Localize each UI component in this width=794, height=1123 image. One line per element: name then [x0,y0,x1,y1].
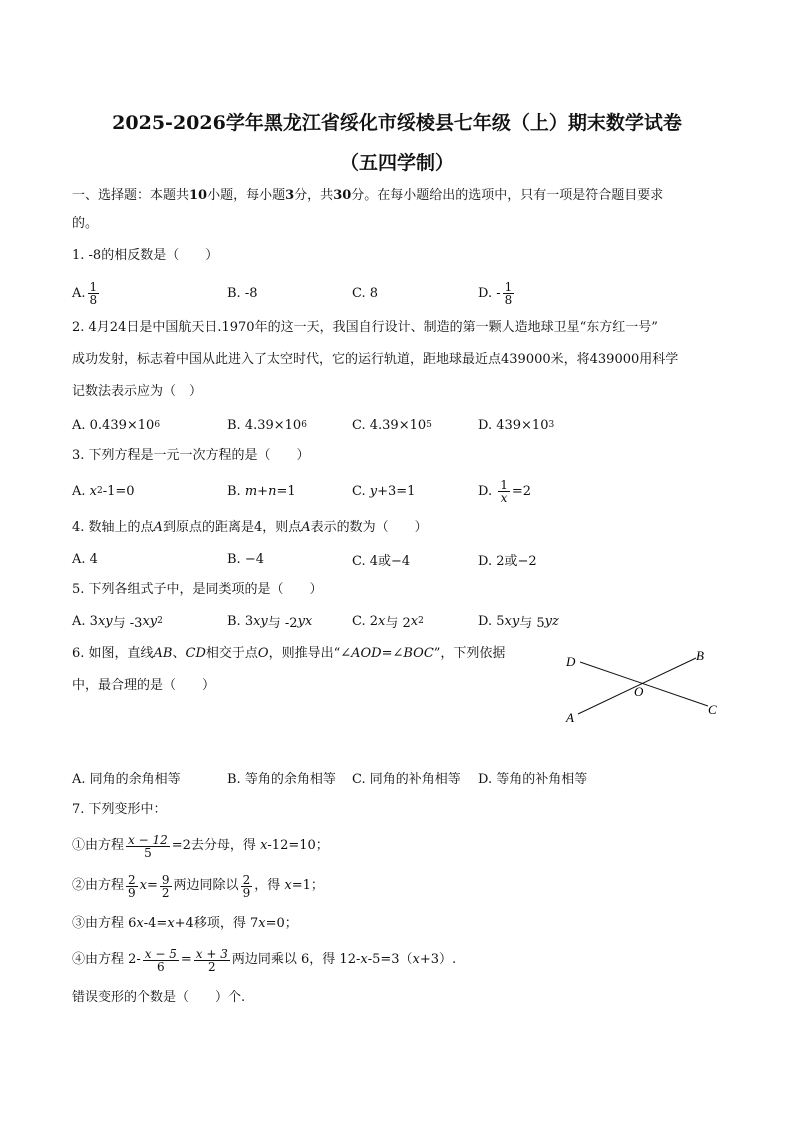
q3-option-c[interactable]: C. y +3=1 [352,483,416,499]
q7-question: 错误变形的个数是（ ）个. [72,990,246,1005]
fraction: $\frac{x - 12}{5}$ [128,832,168,860]
q6-option-a[interactable]: A. 同角的余角相等 [72,771,181,787]
q3-option-d[interactable]: D. $\frac{1}{x}$ =2 [478,477,532,505]
q1-option-c[interactable]: C. 8 [352,285,379,301]
paper-subtitle: （五四学制） [339,152,454,174]
q1-option-a[interactable]: A. $\frac{1}{8}$ [72,279,98,307]
q2-option-b[interactable]: B. 4.39×10 6 [227,417,307,433]
q6-option-b[interactable]: B. 等角的余角相等 [227,771,336,787]
fraction: $\frac{1}{8}$ [504,279,513,307]
q2-option-c[interactable]: C. 4.39×10 5 [352,417,432,433]
fraction: $\frac{x + 3}{2}$ [195,946,228,974]
q6-option-d[interactable]: D. 等角的补角相等 [478,771,588,787]
q2-options [72,410,732,440]
q3-stem: 3. 下列方程是一元一次方程的是（ ） [72,448,310,463]
q6-option-c[interactable]: C. 同角的补角相等 [352,771,461,787]
fraction: $\frac{x - 5}{6}$ [144,946,177,974]
point-label-c: C [708,702,717,717]
q7-statement-2: ②由方程 $\frac{2}{9}$ x = $\frac{9}{2}$ 两边同除以 $\frac{2}{9}$ ，得 x =1； [72,872,324,900]
section-intro-cont: 的。 [72,216,99,231]
q7-stem: 7. 下列变形中： [72,802,167,817]
line-cd [580,662,708,706]
q4-option-d[interactable]: D. 2或−2 [478,553,537,569]
q1-stem: 1. -8的相反数是（ ） [72,248,219,263]
q7-statement-3: ③由方程 6x-4=x+4移项，得 7x=0； [72,916,298,931]
q2-option-a[interactable]: A. 0.439×10 6 [72,417,161,433]
fraction: $\frac{2}{9}$ [242,872,251,900]
q5-option-d[interactable]: D. 5 xy 与 5 yz [478,613,559,631]
q4-option-a[interactable]: A. 4 [72,551,98,567]
point-label-a: A [566,710,574,725]
q5-option-a[interactable]: A. 3 x y 与 -3 xy 2 [72,613,163,631]
fraction: $\frac{1}{x}$ [500,477,508,505]
q1-option-d[interactable]: D. - $\frac{1}{8}$ [478,279,513,307]
point-label-d: D [566,654,576,669]
q4-option-c[interactable]: C. 4或−4 [352,553,411,569]
q7-statement-1: ①由方程 $\frac{x - 12}{5}$ =2去分母，得 x -12=10； [72,832,329,860]
q5-option-c[interactable]: C. 2 x 与 2 x 2 [352,613,424,631]
q2-option-d[interactable]: D. 439×10 3 [478,417,555,433]
q3-option-b[interactable]: B. m + n =1 [227,483,296,499]
q3-option-a[interactable]: A. x 2 -1=0 [72,483,135,499]
point-label-b: B [696,648,704,663]
q5-options [72,606,732,636]
q4-stem: 4. 数轴上的点A到原点的距离是4，则点A表示的数为（ ） [72,520,428,535]
q2-stem-line3: 记数法表示应为（ ） [72,384,203,399]
q5-stem: 5. 下列各组式子中，是同类项的是（ ） [72,582,323,597]
q2-stem-line1: 2. 4月24日是中国航天日.1970年的这一天，我国自行设计、制造的第一颗人造地球卫星“东方红一号” [72,320,658,335]
q6-stem-line2: 中，最合理的是（ ） [72,678,216,693]
q3-options [72,476,732,506]
q5-option-b[interactable]: B. 3 xy 与 -2 yx [227,613,313,631]
q7-statement-4: ④由方程 2- $\frac{x - 5}{6}$ = $\frac{x + 3}{2}$ 两边同乘以 6，得 12- x -5=3（ x +3）. [72,946,457,974]
section-intro: 一、选择题：本题共10小题，每小题3分，共30分。在每小题给出的选项中，只有一项是符合题目要求 [72,188,664,203]
q1-option-b[interactable]: B. -8 [227,285,258,301]
fraction: $\frac{1}{8}$ [89,279,98,307]
point-label-o: O [634,684,644,699]
paper-title: 2025-2026学年黑龙江省绥化市绥棱县七年级（上）期末数学试卷 [112,112,682,134]
q1-options [72,278,732,308]
q2-stem-line2: 成功发射，标志着中国从此进入了太空时代，它的运行轨道，距地球最近点439000米，将439000用科学 [72,352,679,367]
q4-option-b[interactable]: B. −4 [227,551,264,567]
q6-stem-line1: 6. 如图，直线AB、CD相交于点O，则推导出“∠AOD=∠BOC”，下列依据 [72,646,506,661]
fraction: $\frac{9}{2}$ [161,872,170,900]
q6-options [72,762,732,792]
intersecting-lines-diagram [560,648,730,728]
fraction: $\frac{2}{9}$ [128,872,136,900]
q4-options [72,544,732,574]
